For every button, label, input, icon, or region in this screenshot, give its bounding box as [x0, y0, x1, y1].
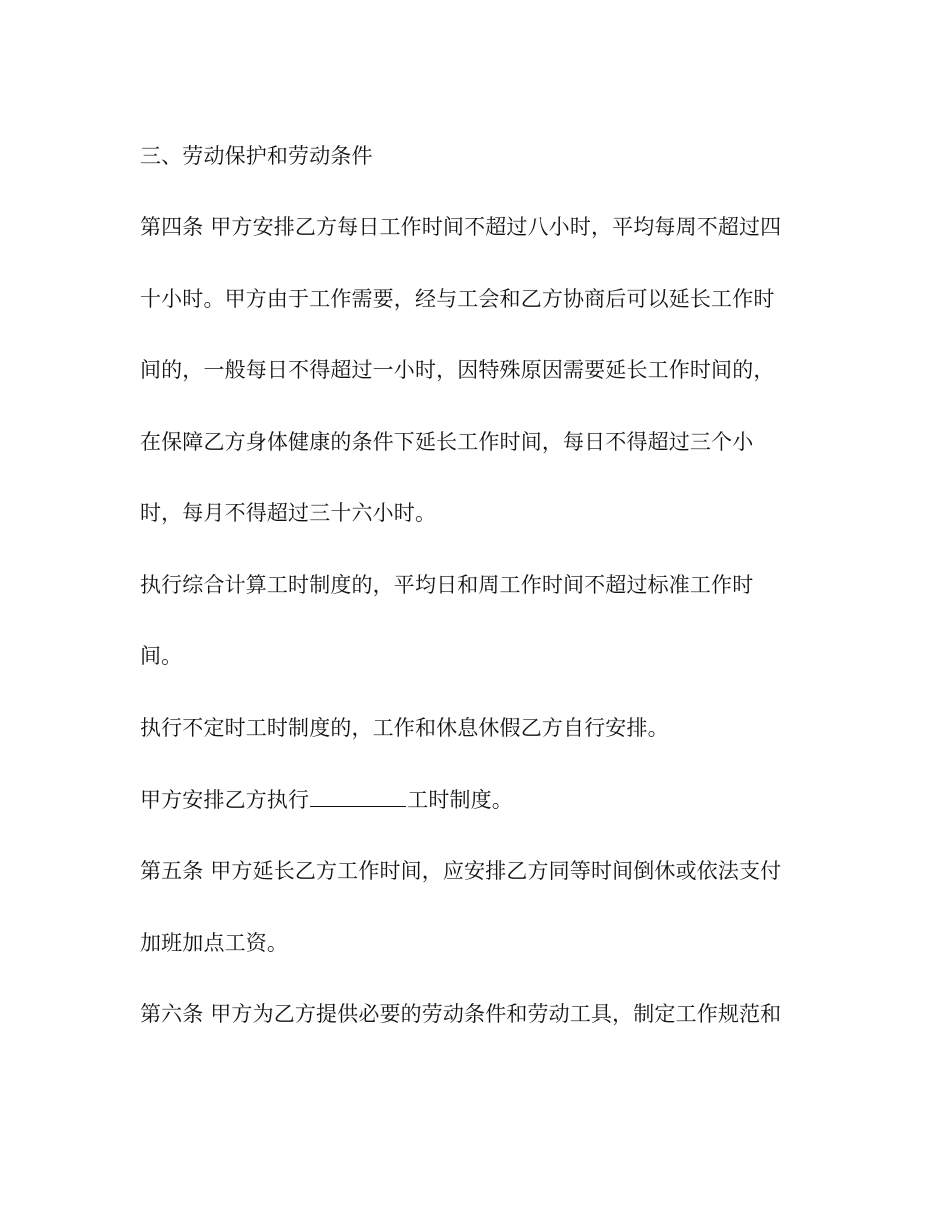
working-hours-system-prefix: 甲方安排乙方执行 [140, 788, 310, 812]
article-4-line-4: 在保障乙方身体健康的条件下延长工作时间，每日不得超过三个小 [140, 430, 754, 454]
working-hours-system-line [140, 785, 513, 815]
article-4-line-2: 十小时。甲方由于工作需要，经与工会和乙方协商后可以延长工作时 [140, 287, 775, 311]
article-4-line-5: 时，每月不得超过三十六小时。 [140, 501, 437, 525]
article-4-line-3: 间的，一般每日不得超过一小时，因特殊原因需要延长工作时间的， [140, 358, 775, 382]
flexible-hours-line: 执行不定时工时制度的，工作和休息休假乙方自行安排。 [140, 716, 669, 740]
section-heading: 三、劳动保护和劳动条件 [140, 144, 373, 168]
article-4-line-1: 第四条 甲方安排乙方每日工作时间不超过八小时，平均每周不超过四 [140, 215, 782, 239]
working-hours-system-suffix: 工时制度。 [407, 788, 513, 812]
article-5-line-1: 第五条 甲方延长乙方工作时间，应安排乙方同等时间倒休或依法支付 [140, 859, 782, 883]
article-5-line-2: 加班加点工资。 [140, 931, 289, 955]
article-6-line-1: 第六条 甲方为乙方提供必要的劳动条件和劳动工具，制定工作规范和 [140, 1002, 782, 1026]
working-hours-system-blank [310, 788, 406, 807]
comprehensive-hours-line-2: 间。 [140, 644, 183, 668]
comprehensive-hours-line-1: 执行综合计算工时制度的，平均日和周工作时间不超过标准工作时 [140, 573, 754, 597]
